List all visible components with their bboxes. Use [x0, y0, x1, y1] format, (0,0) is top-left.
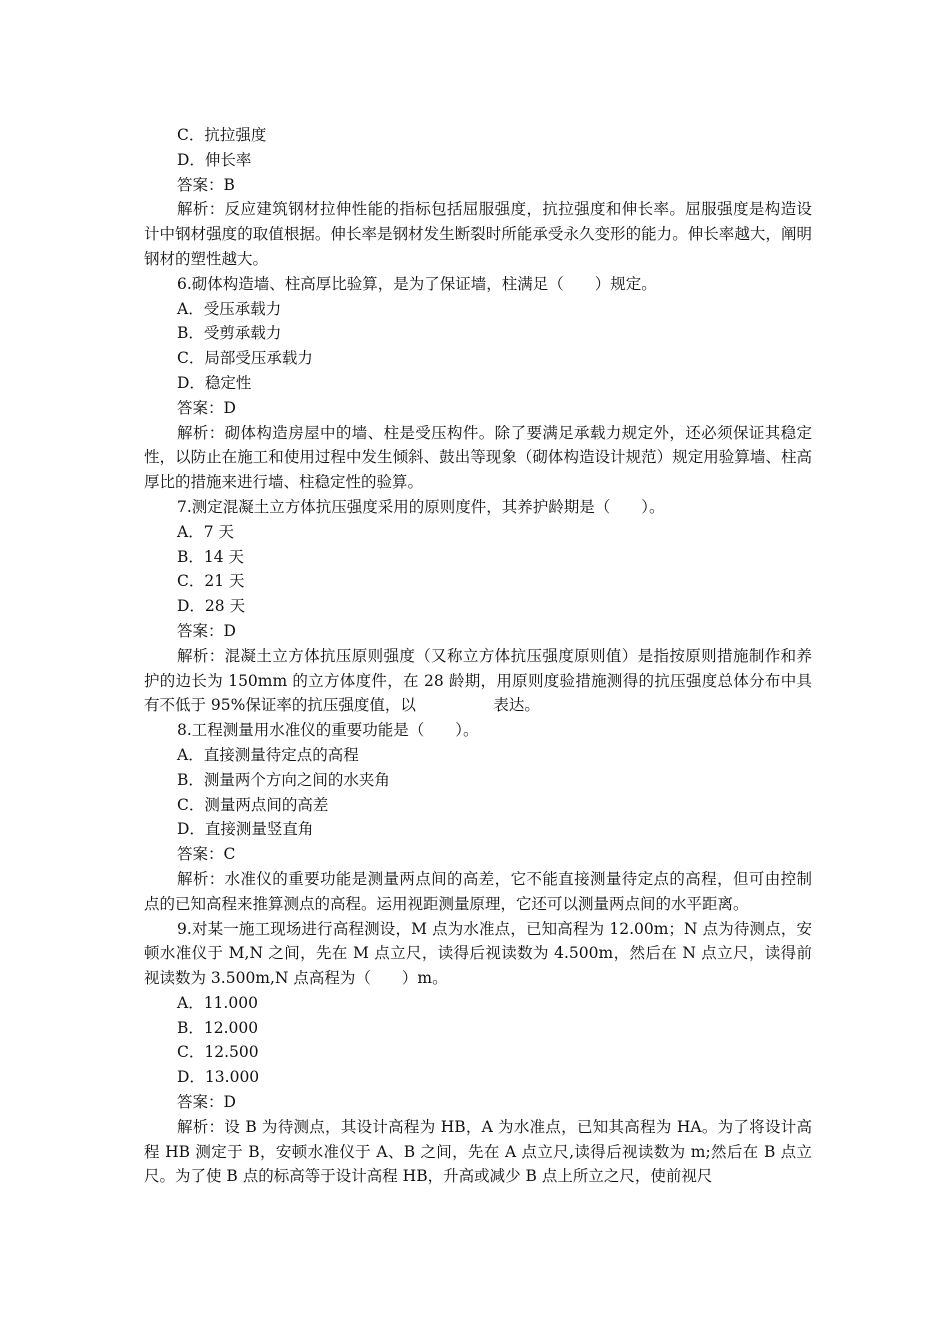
text-line: B．测量两个方向之间的水夹角: [177, 770, 390, 789]
text-line: C．抗拉强度: [177, 126, 267, 144]
text-line: A．受压承载力: [177, 299, 282, 318]
paragraph: 9.对某一施工现场进行高程测设，M 点为水准点，已知高程为 12.00m；N 点为待测点，安顿水准仪于 M,N 之间，先在 M 点立尺，读得后视读数为 4.500m，然后在 N 点立尺，读得前视读数为 3.500m,N 点高程为（ ）m。: [144, 919, 812, 988]
text-line: A．11.000: [177, 993, 258, 1012]
text-line: B．受剪承载力: [177, 324, 282, 343]
text-line: C．21 天: [177, 572, 245, 591]
text-line: C．测量两点间的高差: [177, 795, 329, 814]
text-line: B．14 天: [177, 547, 245, 566]
document-body: [144, 123, 812, 1189]
paragraph: 解析：砌体构造房屋中的墙、柱是受压构件。除了要满足承载力规定外，还必须保证其稳定性，以防止在施工和使用过程中发生倾斜、鼓出等现象（砌体构造设计规范）规定用验算墙、柱高厚比的措施来进行墙、柱稳定性的验算。: [144, 423, 812, 492]
text-line: D．稳定性: [177, 373, 252, 392]
text-line: 答案：D: [177, 1093, 236, 1112]
paragraph: 解析：混凝土立方体抗压原则强度（又称立方体抗压强度原则值）是指按原则措施制作和养护的边长为 150mm 的立方体度件，在 28 龄期，用原则度验措施测得的抗压强度总体分布中具有不低于 95%保证率的抗压强度值，以 表达。: [144, 646, 812, 715]
text-line: 答案：D: [177, 621, 236, 640]
text-line: B．12.000: [177, 1018, 259, 1037]
text-line: D．13.000: [177, 1068, 260, 1087]
paragraph: 解析：设 B 为待测点，其设计高程为 HB，A 为水准点，已知其高程为 HA。为了将设计高程 HB 测定于 B，安顿水准仪于 A、B 之间，先在 A 点立尺,读得后视读数为 m;然后在 B 点立尺。为了使 B 点的标高等于设计高程 HB，升高或减少 B 点上所立之尺，使前视尺: [144, 1117, 812, 1186]
text-line: 答案：C: [177, 845, 236, 864]
text-line: A．7 天: [177, 522, 234, 541]
text-line: 7.测定混凝土立方体抗压强度采用的原则度件，其养护龄期是（ ）。: [177, 497, 665, 516]
text-line: C．局部受压承载力: [177, 349, 313, 368]
text-line: 答案：D: [177, 398, 236, 417]
paragraph: 解析：水准仪的重要功能是测量两点间的高差，它不能直接测量待定点的高程，但可由控制点的已知高程来推算测点的高程。运用视距测量原理，它还可以测量两点间的水平距离。: [144, 869, 812, 913]
text-line: A．直接测量待定点的高程: [177, 745, 359, 764]
text-line: C．12.500: [177, 1043, 259, 1062]
text-line: D．直接测量竖直角: [177, 820, 314, 839]
text-line: 答案：B: [177, 175, 235, 194]
text-line: 8.工程测量用水准仪的重要功能是（ ）。: [177, 721, 479, 740]
text-line: D．伸长率: [177, 150, 252, 169]
text-line: D．28 天: [177, 597, 246, 616]
text-line: 6.砌体构造墙、柱高厚比验算，是为了保证墙，柱满足（ ）规定。: [177, 274, 657, 293]
paragraph: 解析：反应建筑钢材拉伸性能的指标包括屈服强度，抗拉强度和伸长率。屈服强度是构造设计中钢材强度的取值根据。伸长率是钢材发生断裂时所能承受永久变形的能力。伸长率越大，阐明钢材的塑性越大。: [144, 200, 812, 268]
